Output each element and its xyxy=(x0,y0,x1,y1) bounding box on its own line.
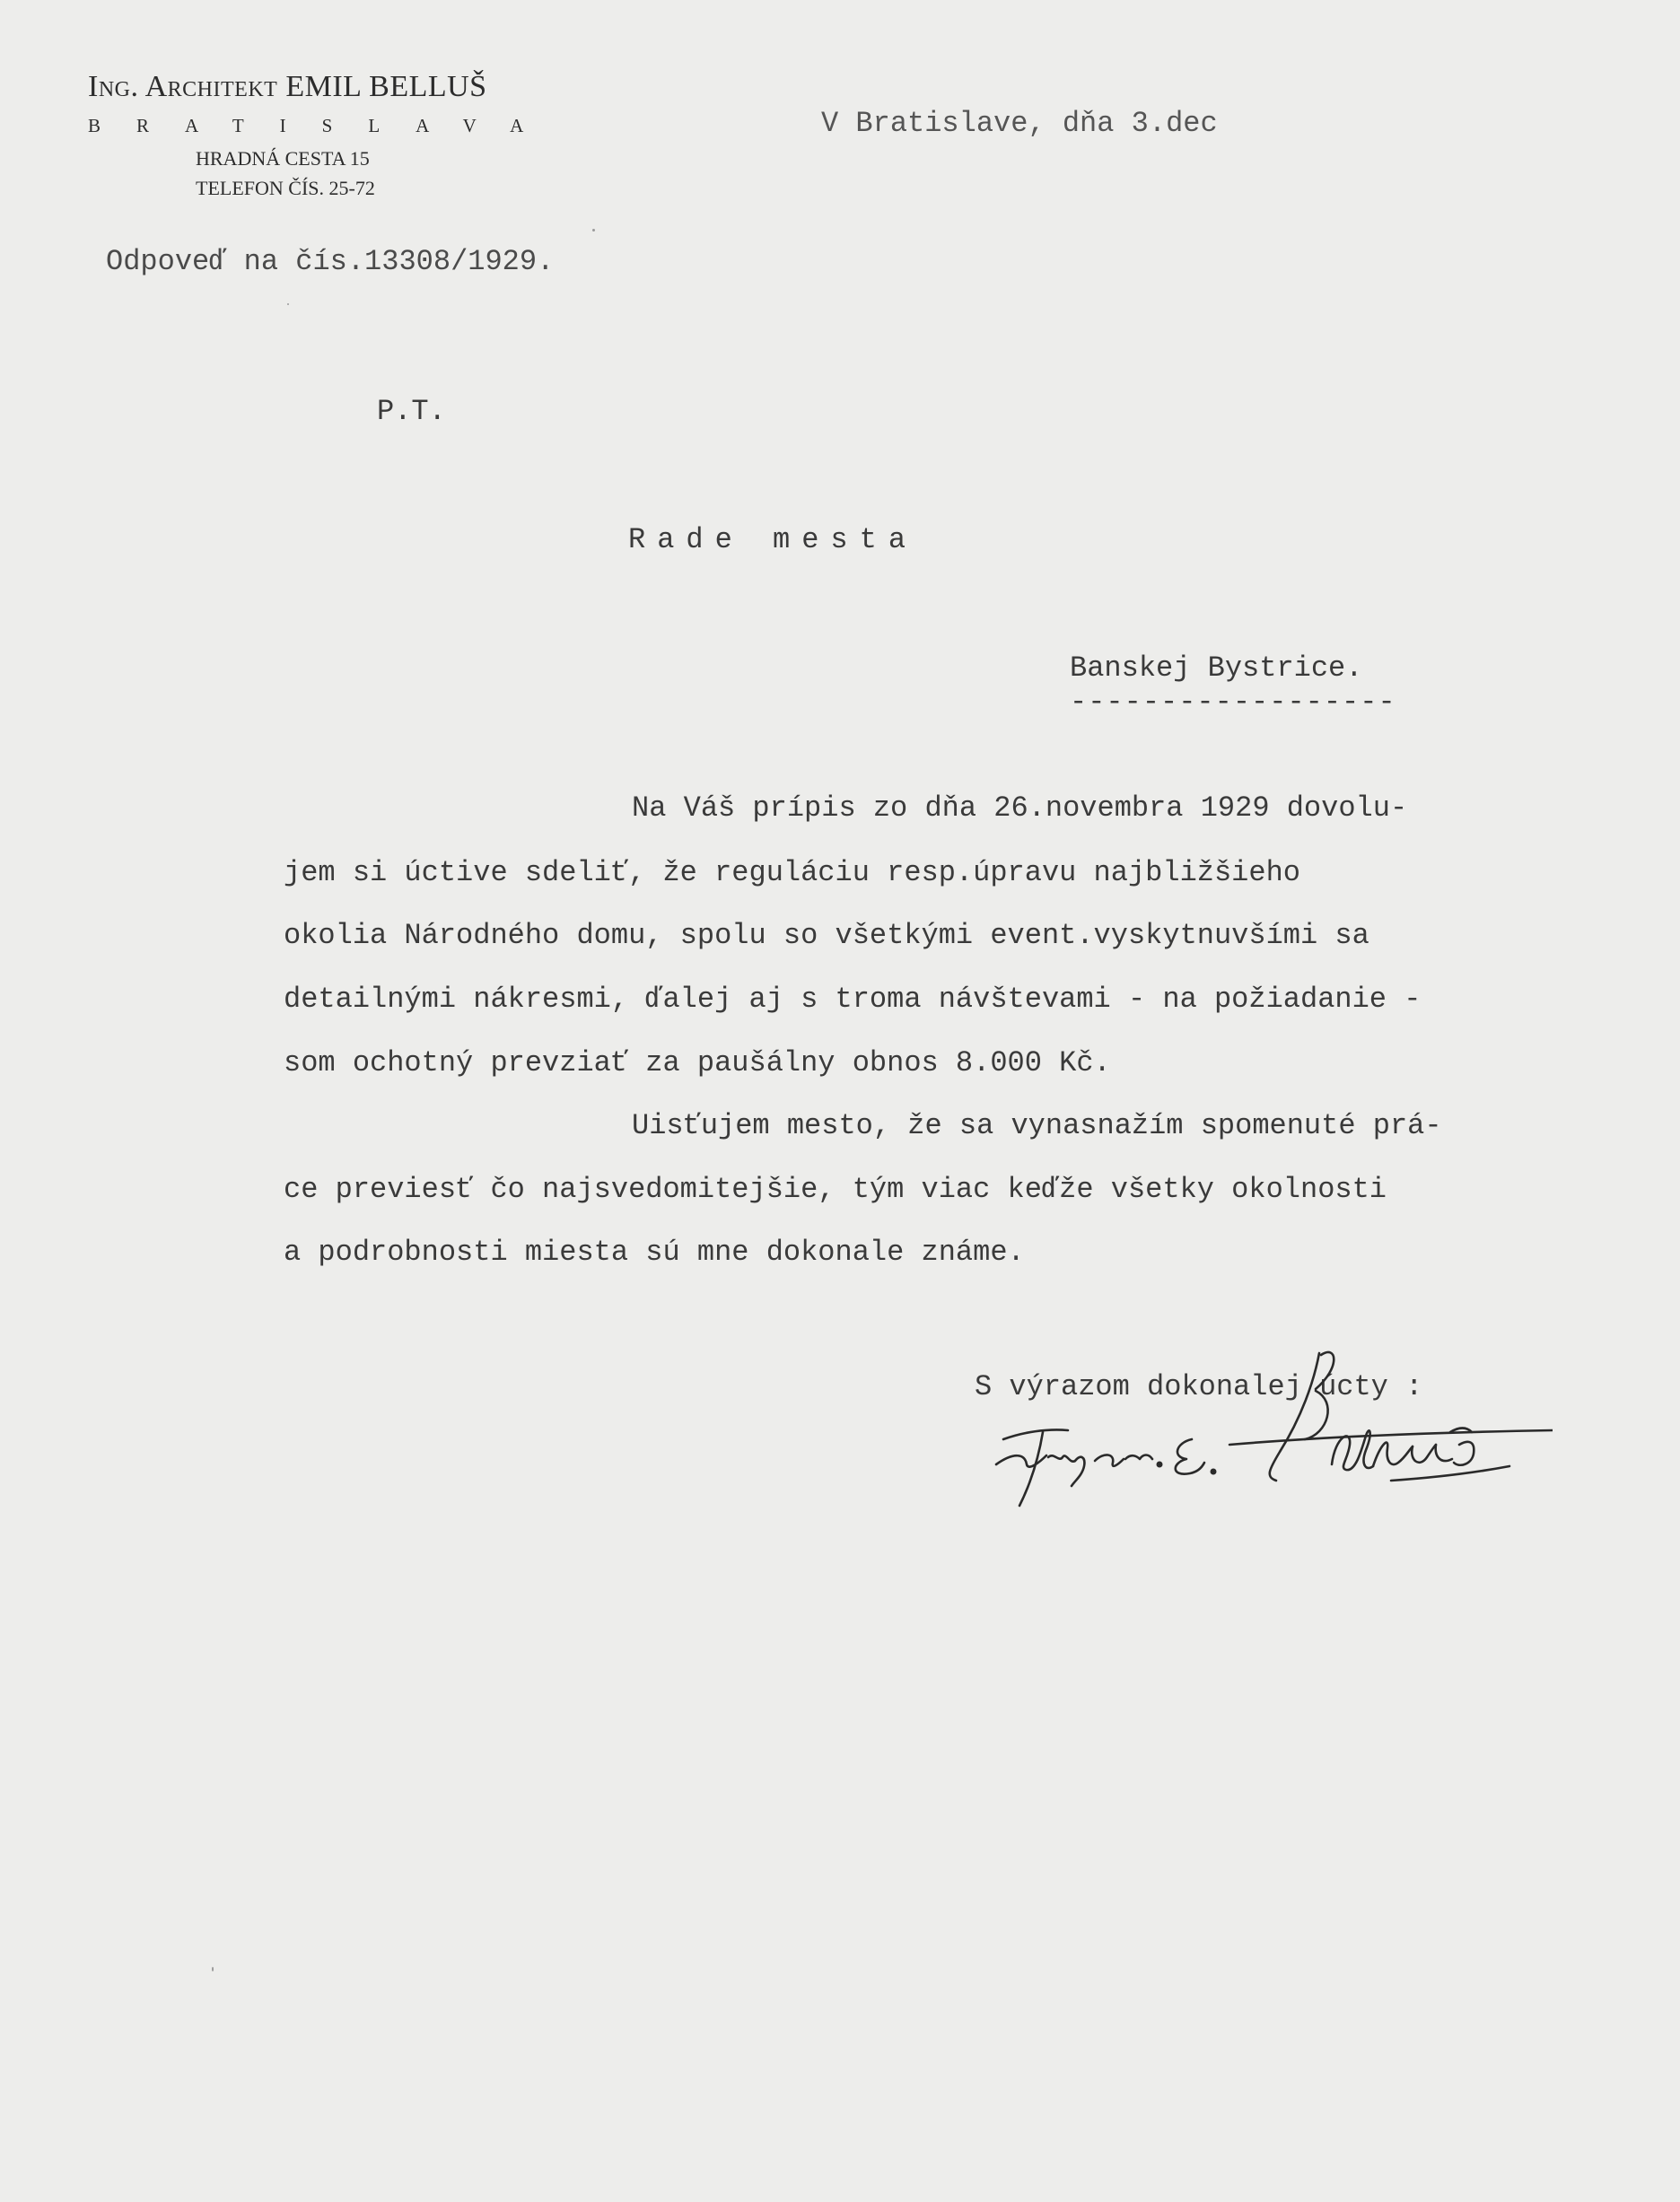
body-line-2: jem si úctive sdeliť, že reguláciu resp.úpravu najbližšieho xyxy=(284,856,1300,889)
reference-number: Odpoveď na čís.13308/1929. xyxy=(106,245,555,278)
body-line-3: okolia Národného domu, spolu so všetkými event.vyskytnuvšími sa xyxy=(284,919,1369,952)
signature xyxy=(960,1346,1553,1525)
body-line-8: a podrobnosti miesta sú mne dokonale známe. xyxy=(284,1236,1025,1269)
date-line: V Bratislave, dňa 3.dec xyxy=(821,107,1218,140)
letterhead-address: HRADNÁ CESTA 15 xyxy=(196,147,370,170)
body-line-5: som ochotný prevziať za paušálny obnos 8.000 Kč. xyxy=(284,1046,1111,1079)
recipient-line-1: Rade mesta xyxy=(628,523,918,556)
salutation: P.T. xyxy=(377,395,446,428)
paper-speck xyxy=(287,303,289,305)
body-line-6: Uisťujem mesto, že sa vynasnažím spomenuté prá- xyxy=(632,1109,1442,1142)
letterhead-name: Ing. Architekt EMIL BELLUŠ xyxy=(88,70,487,103)
closing-line: S výrazom dokonalej úcty : xyxy=(975,1370,1423,1403)
recipient-line-2: Banskej Bystrice. xyxy=(1070,651,1363,685)
letterhead-city: BRATISLAVA xyxy=(88,115,560,136)
letterhead-telephone: TELEFON ČÍS. 25-72 xyxy=(196,177,375,199)
paper-speck xyxy=(212,1967,214,1971)
body-line-4: detailnými nákresmi, ďalej aj s troma návštevami - na požiadanie - xyxy=(284,983,1422,1016)
paper-speck xyxy=(592,229,595,232)
body-line-1: Na Váš prípis zo dňa 26.novembra 1929 dovolu- xyxy=(632,791,1408,825)
recipient-underline: ------------------ xyxy=(1070,686,1396,719)
body-line-7: ce previesť čo najsvedomitejšie, tým viac keďže všetky okolnosti xyxy=(284,1173,1387,1206)
